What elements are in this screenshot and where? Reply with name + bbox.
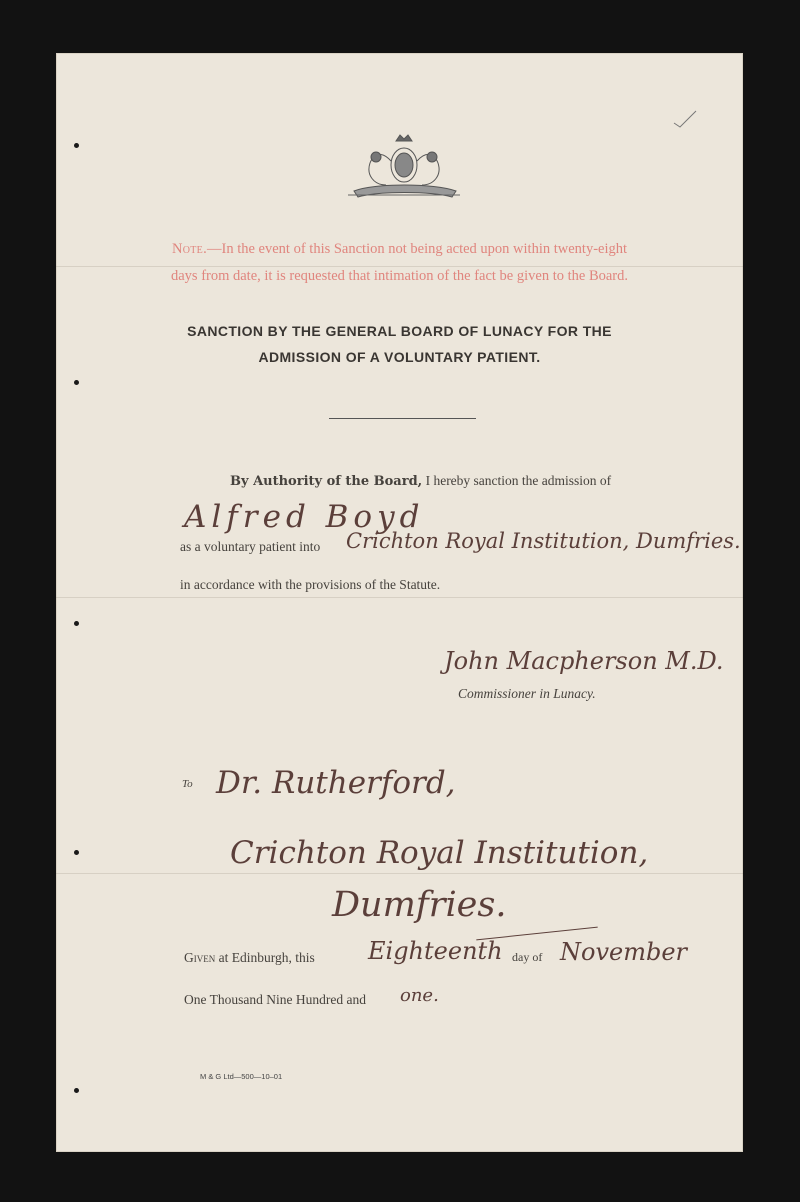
commissioner-signature: John Macpherson M.D. [444,647,724,675]
given-word: Given [184,950,216,965]
divider [329,418,476,419]
punch-hole [74,380,79,385]
to-label: To [182,778,193,790]
authority-phrase: By Authority of the Board, [230,474,423,489]
punch-hole [74,621,79,626]
note-text-1: —In the event of this Sanction not being acted upon within twenty-eight [207,241,628,257]
document-sheet [56,53,743,1152]
note-lead: Note. [171,241,208,257]
month-value: November [560,938,688,966]
addressee-town: Dumfries. [332,885,507,925]
document-title-line-2: ADMISSION OF A VOLUNTARY PATIENT. [258,349,541,365]
voluntary-text: as a voluntary patient into [180,539,321,554]
authority-line [230,473,611,489]
commissioner-role: Commissioner in Lunacy. [458,686,596,701]
year-value: one. [400,985,439,1006]
addressee-name: Dr. Rutherford, [216,765,456,801]
day-value: Eighteenth [368,937,503,965]
sanction-text: I hereby sanction the admission of [425,473,612,488]
addressee-institution: Crichton Royal Institution, [230,835,649,871]
patient-name: Alfred Boyd [184,499,425,535]
royal-crest-icon [344,131,464,203]
note-line-1 [56,241,743,258]
day-of-text: day of [512,950,543,964]
fold-line [56,873,743,874]
punch-hole [74,143,79,148]
accordance-text: in accordance with the provisions of the Statute. [180,577,441,592]
printer-mark: M & G Ltd—500—10–01 [200,1072,283,1081]
given-at: at Edinburgh, this [218,950,315,965]
given-text [184,950,315,966]
tick-mark-icon [672,109,698,129]
punch-hole [74,1088,79,1093]
punch-hole [74,850,79,855]
fold-line [56,597,743,598]
document-title-line-1: SANCTION BY THE GENERAL BOARD OF LUNACY FOR THE [187,323,612,339]
fold-line [56,266,743,267]
year-prefix: One Thousand Nine Hundred and [184,992,366,1007]
note-line-2: days from date, it is requested that intimation of the fact be given to the Board. [170,268,629,284]
institution-name: Crichton Royal Institution, Dumfries. [346,529,741,553]
